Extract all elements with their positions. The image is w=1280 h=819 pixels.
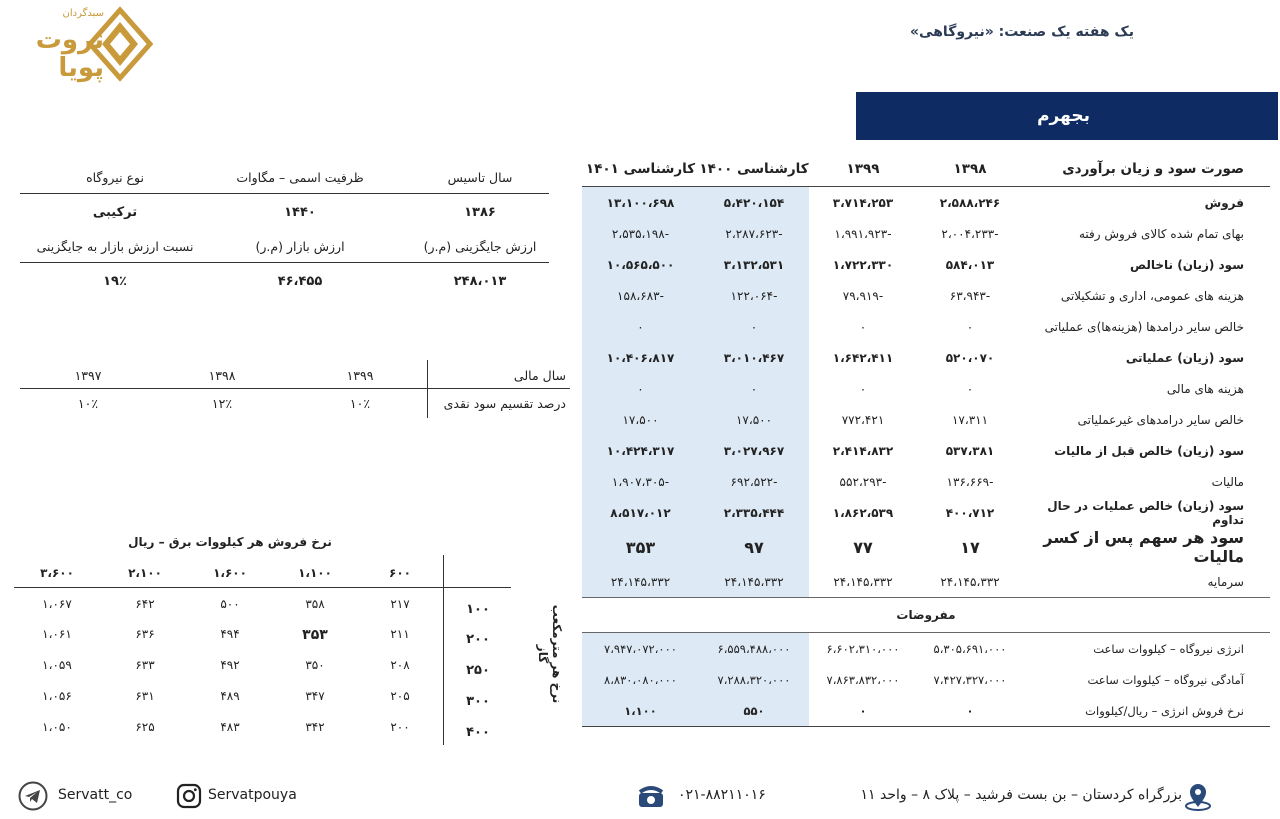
price-table-cell: ۶۲۵	[135, 720, 155, 734]
logo-text: ثروت پویا	[35, 25, 104, 83]
table-cell: -۶۳،۹۴۳	[949, 288, 991, 303]
table-cell: ۰	[859, 319, 867, 334]
table-header: ۱۳۹۹	[809, 152, 917, 187]
table-header: کارشناسی ۱۴۰۱	[582, 152, 699, 187]
table-row	[582, 342, 1270, 373]
table-cell: ۲،۴۱۴،۸۳۲	[832, 443, 894, 458]
row-label: سود هر سهم پس از کسر مالیات	[1043, 528, 1244, 566]
table-cell: ۱،۸۶۲،۵۳۹	[832, 505, 894, 520]
price-column-header: ۶۰۰	[389, 566, 411, 580]
table-cell: ۴۰۰،۷۱۲	[945, 505, 995, 520]
table-cell: ۳،۰۱۰،۴۶۷	[699, 342, 809, 373]
table-cell: ۳۵۳	[582, 528, 699, 566]
row-label: آمادگی نیروگاه – کیلووات ساعت	[1087, 672, 1244, 687]
gas-price-row-header: ۳۰۰	[466, 694, 490, 709]
table-cell: ۱۳،۱۰۰،۶۹۸	[582, 187, 699, 219]
info-value-founded: ۱۳۸۶	[464, 205, 496, 220]
table-cell: -۵۵۲،۲۹۳	[839, 474, 887, 489]
table-row	[582, 566, 1270, 598]
table-cell: -۲،۵۳۵،۱۹۸	[582, 218, 699, 249]
row-label: نرخ فروش انرژی – ریال/کیلووات	[1023, 695, 1270, 727]
divider	[427, 360, 428, 418]
table-cell: ۲۴،۱۴۵،۳۳۲	[917, 566, 1023, 598]
price-table-cell: ۳۵۳	[302, 627, 328, 643]
table-row	[582, 280, 1270, 311]
table-cell: ۵،۴۲۰،۱۵۴	[699, 187, 809, 219]
table-row	[582, 404, 1270, 435]
table-cell: ۲،۵۸۸،۲۴۶	[939, 195, 1001, 210]
price-table-cell: ۳۴۲	[305, 720, 325, 734]
table-cell: ۷،۹۴۷،۰۷۲،۰۰۰	[582, 633, 699, 665]
table-cell: -۲،۲۸۷،۶۲۳	[699, 218, 809, 249]
info-header-type: نوع نیروگاه	[86, 170, 144, 185]
gas-price-row-header: ۱۰۰	[466, 602, 490, 617]
table-cell: ۱۰،۴۲۴،۳۱۷	[582, 435, 699, 466]
price-table-cell: ۱،۰۶۱	[42, 627, 72, 641]
price-table-cell: ۶۳۱	[135, 689, 155, 703]
table-row	[582, 633, 1270, 665]
divider	[20, 262, 549, 263]
row-label: خالص سایر درامدها (هزینه‌ها)ی عملیاتی	[1044, 319, 1244, 334]
location-icon	[1182, 780, 1214, 812]
price-table-cell: ۴۹۲	[220, 658, 240, 672]
price-table-cell: ۳۴۷	[305, 689, 325, 703]
table-row	[582, 435, 1270, 466]
info-value-replacement: ۲۴۸،۰۱۳	[453, 274, 507, 289]
assumptions-title: مفروضات	[582, 598, 1270, 633]
price-table-cell: ۴۸۳	[220, 720, 240, 734]
price-table-cell: ۱،۰۶۷	[42, 597, 72, 611]
price-table-cell: ۲۱۷	[390, 597, 410, 611]
dividend-percent: ۱۲٪	[211, 396, 233, 411]
table-cell: ۰	[699, 311, 809, 342]
row-label: سرمایه	[1023, 566, 1270, 598]
table-cell: ۱۷	[960, 537, 980, 557]
gas-price-row-header: ۲۵۰	[466, 663, 490, 678]
table-cell: ۱،۷۲۲،۳۳۰	[832, 257, 894, 272]
info-header-market-value: ارزش بازار (م.ر)	[255, 239, 345, 254]
info-value-type: ترکیبی	[92, 205, 138, 220]
table-cell: ۷،۲۸۸،۳۲۰،۰۰۰	[699, 664, 809, 695]
telegram-icon[interactable]	[18, 781, 48, 811]
row-label: سود (زیان) عملیاتی	[1125, 350, 1244, 365]
table-cell: ۷،۴۲۷،۳۲۷،۰۰۰	[933, 672, 1007, 687]
table-cell: ۶،۵۵۹،۴۸۸،۰۰۰	[699, 633, 809, 665]
table-cell: ۸،۸۳۰،۰۸۰،۰۰۰	[582, 664, 699, 695]
table-cell: ۷۷	[853, 537, 873, 557]
table-cell: ۲،۳۳۵،۴۴۴	[699, 497, 809, 528]
info-value-capacity: ۱۴۴۰	[284, 205, 316, 220]
page-title: یک هفته یک صنعت: «نیروگاهی»	[910, 24, 1134, 40]
table-cell: ۲۴،۱۴۵،۳۳۲	[809, 566, 917, 598]
logo-subtitle: سبدگردان	[62, 8, 104, 19]
instagram-handle[interactable]: Servatpouya	[208, 787, 297, 803]
table-header: کارشناسی ۱۴۰۰	[699, 152, 809, 187]
table-cell: ۱۰،۴۰۶،۸۱۷	[582, 342, 699, 373]
price-table-cell: ۱،۰۵۰	[42, 720, 72, 734]
price-table-cell: ۳۵۰	[305, 658, 325, 672]
table-header: ۱۳۹۸	[917, 152, 1023, 187]
table-row	[582, 466, 1270, 497]
table-cell: -۷۹،۹۱۹	[842, 288, 884, 303]
row-label: خالص سایر درامدهای غیرعملیاتی	[1077, 412, 1244, 427]
row-label: بهای تمام شده کالای فروش رفته	[1079, 226, 1244, 241]
table-cell: ۰	[859, 381, 867, 396]
table-row	[582, 187, 1270, 219]
address-text: بزرگراه کردستان – بن بست فرشید – پلاک ۸ – واحد ۱۱	[860, 787, 1182, 803]
dividend-year: ۱۳۹۹	[346, 368, 374, 383]
table-cell: ۲۴،۱۴۵،۳۳۲	[582, 566, 699, 598]
table-cell: ۸،۵۱۷،۰۱۲	[582, 497, 699, 528]
row-label: مالیات	[1211, 474, 1244, 489]
row-label: سود (زیان) خالص عملیات در حال تداوم	[1047, 498, 1244, 527]
table-cell: ۳،۰۲۷،۹۶۷	[699, 435, 809, 466]
divider	[14, 587, 511, 588]
table-cell: ۶،۶۰۲،۳۱۰،۰۰۰	[826, 641, 900, 656]
dividend-year: ۱۳۹۷	[74, 368, 102, 383]
price-table-cell: ۱،۰۵۶	[42, 689, 72, 703]
gas-price-row-header: ۲۰۰	[466, 632, 490, 647]
income-statement-table	[582, 152, 1270, 727]
table-row	[582, 664, 1270, 695]
table-cell: ۱،۶۴۲،۴۱۱	[832, 350, 894, 365]
row-label: هزینه های عمومی، اداری و تشکیلاتی	[1060, 288, 1244, 303]
table-cell: -۱،۹۰۷،۳۰۵	[582, 466, 699, 497]
table-row	[582, 249, 1270, 280]
table-cell: -۱۲۲،۰۶۴	[699, 280, 809, 311]
table-cell: ۰	[917, 695, 1023, 727]
table-row	[582, 218, 1270, 249]
divider	[443, 555, 444, 745]
gas-price-row-header: ۴۰۰	[466, 725, 490, 740]
table-cell: -۱۵۸،۶۸۳	[582, 280, 699, 311]
table-cell: ۹۷	[699, 528, 809, 566]
table-cell: ۷،۸۶۳،۸۳۲،۰۰۰	[826, 672, 900, 687]
table-cell: ۱۷،۵۰۰	[582, 404, 699, 435]
price-table-cell: ۵۰۰	[220, 597, 240, 611]
dividend-year-label: سال مالی	[513, 368, 566, 383]
info-value-market-value: ۴۶،۴۵۵	[277, 274, 323, 289]
price-column-header: ۱،۶۰۰	[213, 566, 247, 580]
instagram-icon[interactable]	[176, 783, 202, 809]
table-cell: ۵۲۰،۰۷۰	[945, 350, 995, 365]
telegram-handle[interactable]: Servatt_co	[58, 787, 133, 803]
row-label: فروش	[1204, 195, 1244, 210]
table-cell: ۰	[699, 373, 809, 404]
price-column-header: ۲،۱۰۰	[128, 566, 162, 580]
table-cell: -۱،۹۹۱،۹۲۳	[834, 226, 892, 241]
table-cell: ۱۷،۳۱۱	[951, 412, 989, 427]
table-cell: ۳،۷۱۴،۲۵۳	[832, 195, 894, 210]
price-table-cell: ۴۸۹	[220, 689, 240, 703]
price-table-cell: ۲۰۸	[390, 658, 410, 672]
company-name: بجهرم	[1037, 106, 1090, 126]
info-header-founded: سال تاسیس	[447, 170, 513, 185]
table-cell: ۰	[966, 319, 974, 334]
dividend-year: ۱۳۹۸	[208, 368, 236, 383]
table-cell: ۰	[809, 695, 917, 727]
price-table-cell: ۶۳۳	[135, 658, 155, 672]
phone-icon	[636, 782, 666, 812]
info-header-ratio: نسبت ارزش بازار به جایگزینی	[36, 239, 194, 254]
table-cell: -۲،۰۰۴،۲۳۳	[941, 226, 999, 241]
info-value-ratio: ۱۹٪	[103, 274, 127, 289]
table-cell: ۱،۱۰۰	[582, 695, 699, 727]
row-label: سود (زیان) ناخالص	[1129, 257, 1244, 272]
table-cell: ۲۴،۱۴۵،۳۳۲	[699, 566, 809, 598]
table-cell: ۷۷۲،۴۲۱	[841, 412, 885, 427]
price-table-cell: ۶۳۶	[135, 627, 155, 641]
table-row	[582, 497, 1270, 528]
row-label: سود (زیان) خالص قبل از مالیات	[1054, 443, 1244, 458]
row-label: انرژی نیروگاه – کیلووات ساعت	[1093, 641, 1244, 656]
price-table-cell: ۲۰۰	[390, 720, 410, 734]
price-table-cell: ۴۹۴	[220, 627, 240, 641]
table-row	[582, 373, 1270, 404]
info-header-replacement: ارزش جایگزینی (م.ر)	[423, 239, 537, 254]
table-row	[582, 311, 1270, 342]
price-table-title: نرخ فروش هر کیلووات برق – ریال	[128, 535, 332, 549]
table-cell: ۵،۳۰۵،۶۹۱،۰۰۰	[933, 641, 1007, 656]
table-cell: ۵۳۷،۳۸۱	[945, 443, 995, 458]
table-header-row	[582, 152, 1270, 187]
table-cell: ۳،۱۳۲،۵۳۱	[699, 249, 809, 280]
phone-number[interactable]: ۰۲۱-۸۸۲۱۱۰۱۶	[678, 787, 766, 803]
divider	[20, 388, 570, 389]
table-header: صورت سود و زیان برآوردی	[1023, 152, 1270, 187]
dividend-percent-label: درصد تقسیم سود نقدی	[443, 396, 566, 411]
price-table-cell: ۲۱۱	[390, 627, 410, 641]
table-cell: -۶۹۲،۵۲۲	[699, 466, 809, 497]
table-cell: ۵۵۰	[699, 695, 809, 727]
table-cell: ۱۰،۵۶۵،۵۰۰	[582, 249, 699, 280]
info-header-capacity: ظرفیت اسمی – مگاوات	[236, 170, 364, 185]
assumptions-title-row	[582, 598, 1270, 633]
price-table-side-label: نرخ هر مترمکعب گاز	[536, 604, 564, 704]
price-column-header: ۳،۶۰۰	[40, 566, 74, 580]
table-cell: ۱۷،۵۰۰	[699, 404, 809, 435]
divider	[20, 193, 549, 194]
table-cell: ۰	[966, 381, 974, 396]
table-cell: -۱۳۶،۶۶۹	[946, 474, 994, 489]
table-cell: ۰	[582, 373, 699, 404]
price-table-cell: ۲۰۵	[390, 689, 410, 703]
row-label: هزینه های مالی	[1166, 381, 1244, 396]
price-table-cell: ۱،۰۵۹	[42, 658, 72, 672]
dividend-percent: ۱۰٪	[77, 396, 99, 411]
table-cell: ۰	[582, 311, 699, 342]
dividend-percent: ۱۰٪	[349, 396, 371, 411]
price-column-header: ۱،۱۰۰	[298, 566, 332, 580]
table-row	[582, 528, 1270, 566]
table-cell: ۵۸۴،۰۱۳	[945, 257, 995, 272]
price-table-cell: ۶۴۲	[135, 597, 155, 611]
table-row	[582, 695, 1270, 727]
price-table-cell: ۳۵۸	[305, 597, 325, 611]
